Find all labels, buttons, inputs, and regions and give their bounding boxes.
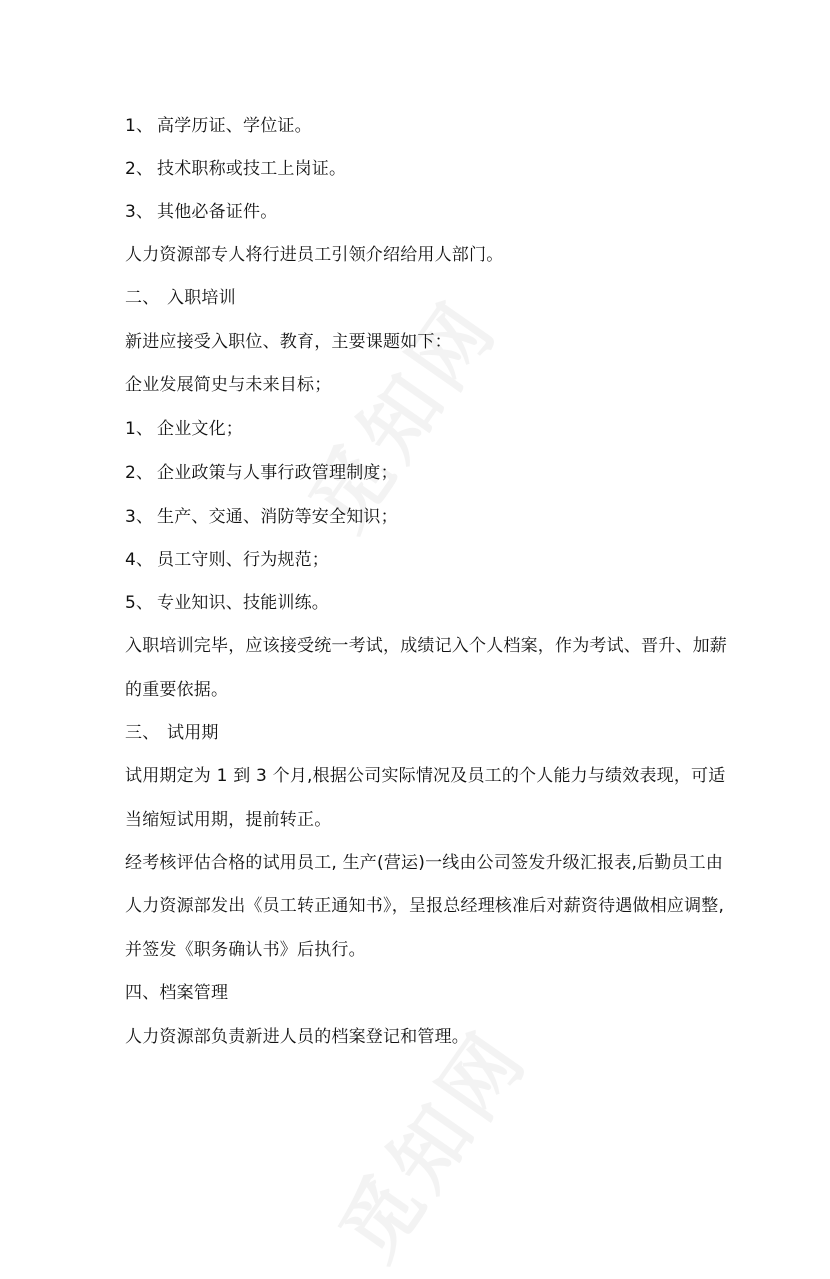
list-text: 员工守则、行为规范； bbox=[157, 550, 329, 570]
list-text: 专业知识、技能训练。 bbox=[157, 593, 329, 613]
list-item bbox=[125, 591, 329, 615]
section-heading bbox=[125, 286, 236, 310]
list-number: 2、 bbox=[125, 463, 154, 483]
paragraph-line: 企业发展简史与未来目标； bbox=[125, 375, 332, 395]
list-number: 2、 bbox=[125, 159, 154, 179]
list-text: 企业文化； bbox=[157, 419, 243, 439]
paragraph-line: 的重要依据。 bbox=[125, 680, 229, 700]
section-title: 入职培训 bbox=[167, 288, 236, 308]
paragraph-line: 入职培训完毕，应该接受统一考试，成绩记入个人档案，作为考试、晋升、加薪 bbox=[125, 636, 727, 656]
list-item bbox=[125, 461, 398, 485]
paragraph-line: 人力资源部专人将行进员工引领介绍给用人部门。 bbox=[125, 245, 504, 265]
list-text: 技术职称或技工上岗证。 bbox=[157, 159, 347, 179]
list-item bbox=[125, 200, 277, 224]
list-number: 1、 bbox=[125, 116, 154, 136]
paragraph-line: 人力资源部发出《员工转正通知书》，呈报总经理核准后对薪资待遇做相应调整, bbox=[125, 896, 725, 916]
paragraph-line: 新进应接受入职位、教育，主要课题如下： bbox=[125, 332, 452, 352]
paragraph-line: 人力资源部负责新进人员的档案登记和管理。 bbox=[125, 1027, 469, 1047]
section-heading bbox=[125, 721, 219, 745]
list-number: 3、 bbox=[125, 202, 154, 222]
section-heading: 四、档案管理 bbox=[125, 983, 229, 1003]
list-item bbox=[125, 157, 346, 181]
list-number: 5、 bbox=[125, 593, 154, 613]
paragraph-line: 当缩短试用期，提前转正。 bbox=[125, 810, 332, 830]
list-number: 4、 bbox=[125, 550, 154, 570]
list-text: 生产、交通、消防等安全知识； bbox=[157, 507, 398, 527]
section-number: 三、 bbox=[125, 723, 160, 743]
section-number: 二、 bbox=[125, 288, 160, 308]
paragraph-line: 并签发《职务确认书》后执行。 bbox=[125, 940, 366, 960]
list-item bbox=[125, 114, 312, 138]
paragraph-line: 经考核评估合格的试用员工, 生产(营运)一线由公司签发升级汇报表,后勤员工由 bbox=[125, 853, 724, 873]
list-number: 1、 bbox=[125, 419, 154, 439]
list-item bbox=[125, 417, 243, 441]
list-item bbox=[125, 505, 398, 529]
list-item bbox=[125, 548, 329, 572]
list-text: 其他必备证件。 bbox=[157, 202, 278, 222]
list-text: 企业政策与人事行政管理制度； bbox=[157, 463, 398, 483]
section-title: 试用期 bbox=[167, 723, 219, 743]
list-number: 3、 bbox=[125, 507, 154, 527]
list-text: 高学历证、学位证。 bbox=[157, 116, 312, 136]
paragraph-line: 试用期定为 1 到 3 个月,根据公司实际情况及员工的个人能力与绩效表现，可适 bbox=[125, 766, 726, 786]
